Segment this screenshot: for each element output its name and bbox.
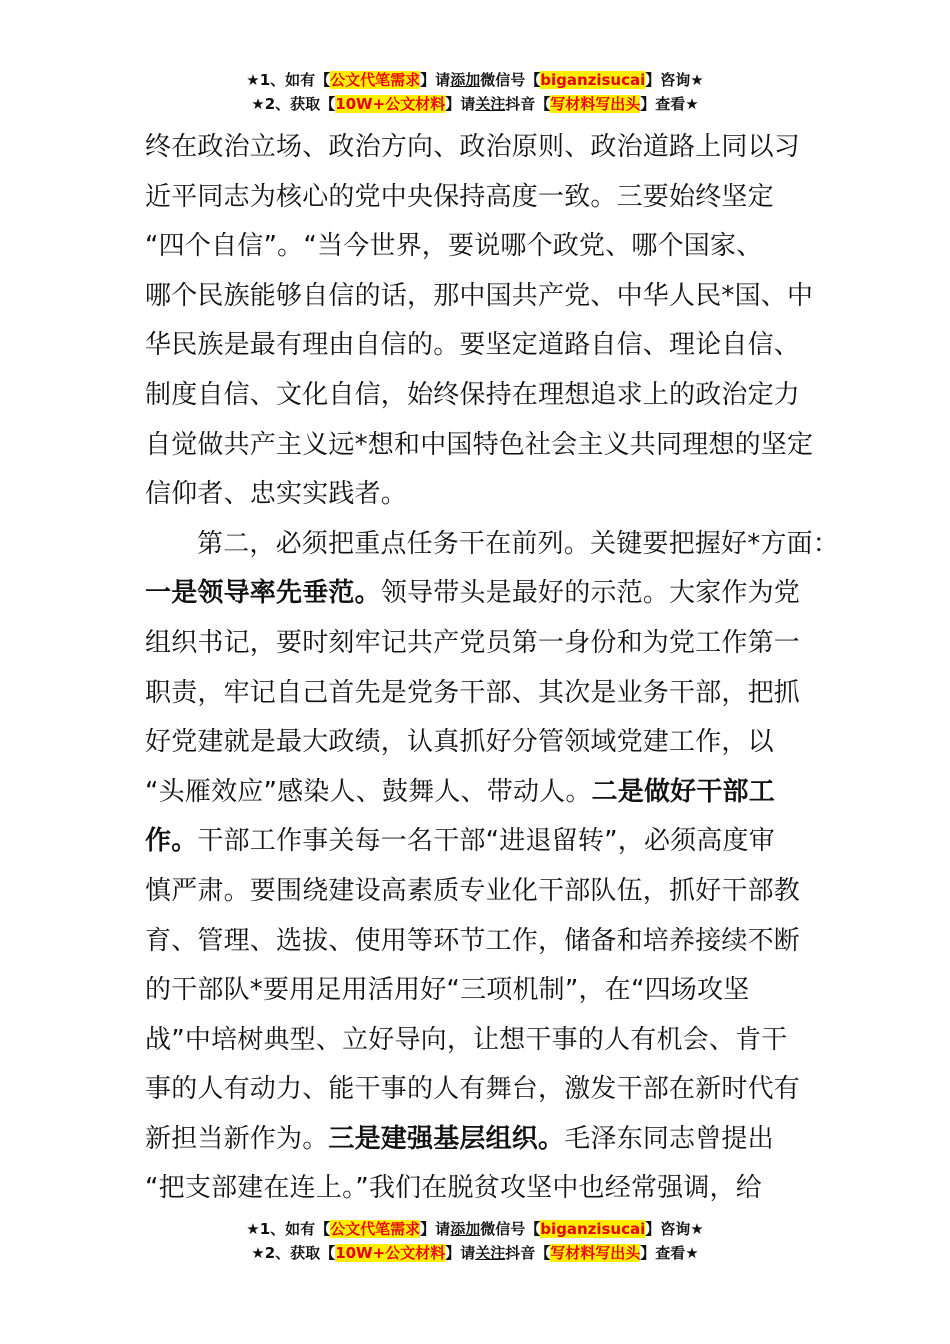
banner-text: 微信号【 [480,1220,541,1238]
banner-underlined: 关注 [475,95,506,113]
header-banner [0,68,950,116]
paragraph-start: 第二，必须把重点任务干在前列。关键要把握好*方面： [197,528,840,559]
highlight-materials: 10W+公文材料 [335,1244,446,1262]
text-line [145,569,835,619]
banner-text: 抖音【 [505,95,551,113]
banner-underlined: 添加 [450,71,481,89]
text-line: 制度自信、文化自信，始终保持在理想追求上的政治定力 [145,379,801,410]
text-line: 的干部队*要用足用活用好“三项机制”，在“四场攻坚 [145,975,750,1006]
highlight-wechat-id: biganzisucai [540,71,646,89]
banner-text: 】请 [420,71,451,89]
text-line: 战”中培树典型、立好导向，让想干事的人有机会、肯干 [145,1024,788,1055]
text-line: 慎严肃。要围绕建设高素质专业化干部队伍，抓好干部教 [145,875,801,906]
text-line [145,817,835,867]
text-line: 组织书记，要时刻牢记共产党员第一身份和为党工作第一 [145,627,801,658]
text-line: 职责，牢记自己首先是党务干部、其次是业务干部，把抓 [145,677,801,708]
banner-text: 】查看★ [640,95,699,113]
banner-underlined: 添加 [450,1220,481,1238]
banner-text: ★1、如有【 [246,71,331,89]
bold-heading: 三是建强基层组织。 [328,1123,565,1154]
line-text: 新担当新作为。 [145,1123,329,1154]
text-line: 信仰者、忠实实践者。 [145,479,408,510]
banner-text: 】请 [445,1244,476,1262]
banner-line-2 [0,92,950,116]
text-line [145,1115,835,1165]
banner-text: 抖音【 [505,1244,551,1262]
banner-text: 】请 [445,95,476,113]
footer-banner [0,1217,950,1265]
banner-text: ★2、获取【 [251,95,336,113]
banner-line-1 [0,68,950,92]
bold-heading: 作。 [145,826,198,857]
text-line: 自觉做共产主义远*想和中国特色社会主义共同理想的坚定 [145,429,814,460]
text-line: 好党建就是最大政绩，认真抓好分管领域党建工作，以 [145,727,774,758]
banner-text: ★2、获取【 [251,1244,336,1262]
highlight-materials: 10W+公文材料 [335,95,446,113]
line-text: 干部工作事关每一名干部“进退留转”，必须高度审 [197,826,775,857]
banner-text: 】咨询★ [645,71,704,89]
highlight-wechat-id: biganzisucai [540,1220,646,1238]
banner-text: ★1、如有【 [246,1220,331,1238]
banner-text: 】查看★ [640,1244,699,1262]
highlight-service: 公文代笔需求 [330,71,421,89]
line-text: 毛泽东同志曾提出 [564,1123,774,1154]
document-body [145,123,840,1214]
banner-text: 】请 [420,1220,451,1238]
text-line: 华民族是最有理由自信的。要坚定道路自信、理论自信、 [145,330,801,361]
text-line: “四个自信”。“当今世界，要说哪个政党、哪个国家、 [145,231,763,262]
banner-text: 微信号【 [480,71,541,89]
text-line: 育、管理、选拔、使用等环节工作，储备和培养接续不断 [145,925,801,956]
highlight-douyin: 写材料写出头 [550,1244,641,1262]
line-text: 领导带头是最好的示范。大家作为党 [380,578,801,609]
text-line: 哪个民族能够自信的话，那中国共产党、中华人民*国、中 [145,280,814,311]
bold-heading: 二是做好干部工 [591,776,775,807]
bold-heading: 一是领导率先垂范。 [145,578,381,609]
highlight-service: 公文代笔需求 [330,1220,421,1238]
text-line: 近平同志为核心的党中央保持高度一致。三要始终坚定 [145,181,774,212]
banner-line-1 [0,1217,950,1241]
highlight-douyin: 写材料写出头 [550,95,641,113]
text-line: “把支部建在连上。”我们在脱贫攻坚中也经常强调，给 [145,1173,762,1204]
text-line: 事的人有动力、能干事的人有舞台，激发干部在新时代有 [145,1074,801,1105]
banner-line-2 [0,1241,950,1265]
banner-underlined: 关注 [475,1244,506,1262]
banner-text: 】咨询★ [645,1220,704,1238]
text-line [145,768,835,818]
text-line: 终在政治立场、政治方向、政治原则、政治道路上同以习 [145,132,801,162]
line-text: “头雁效应”感染人、鼓舞人、带动人。 [145,776,592,807]
